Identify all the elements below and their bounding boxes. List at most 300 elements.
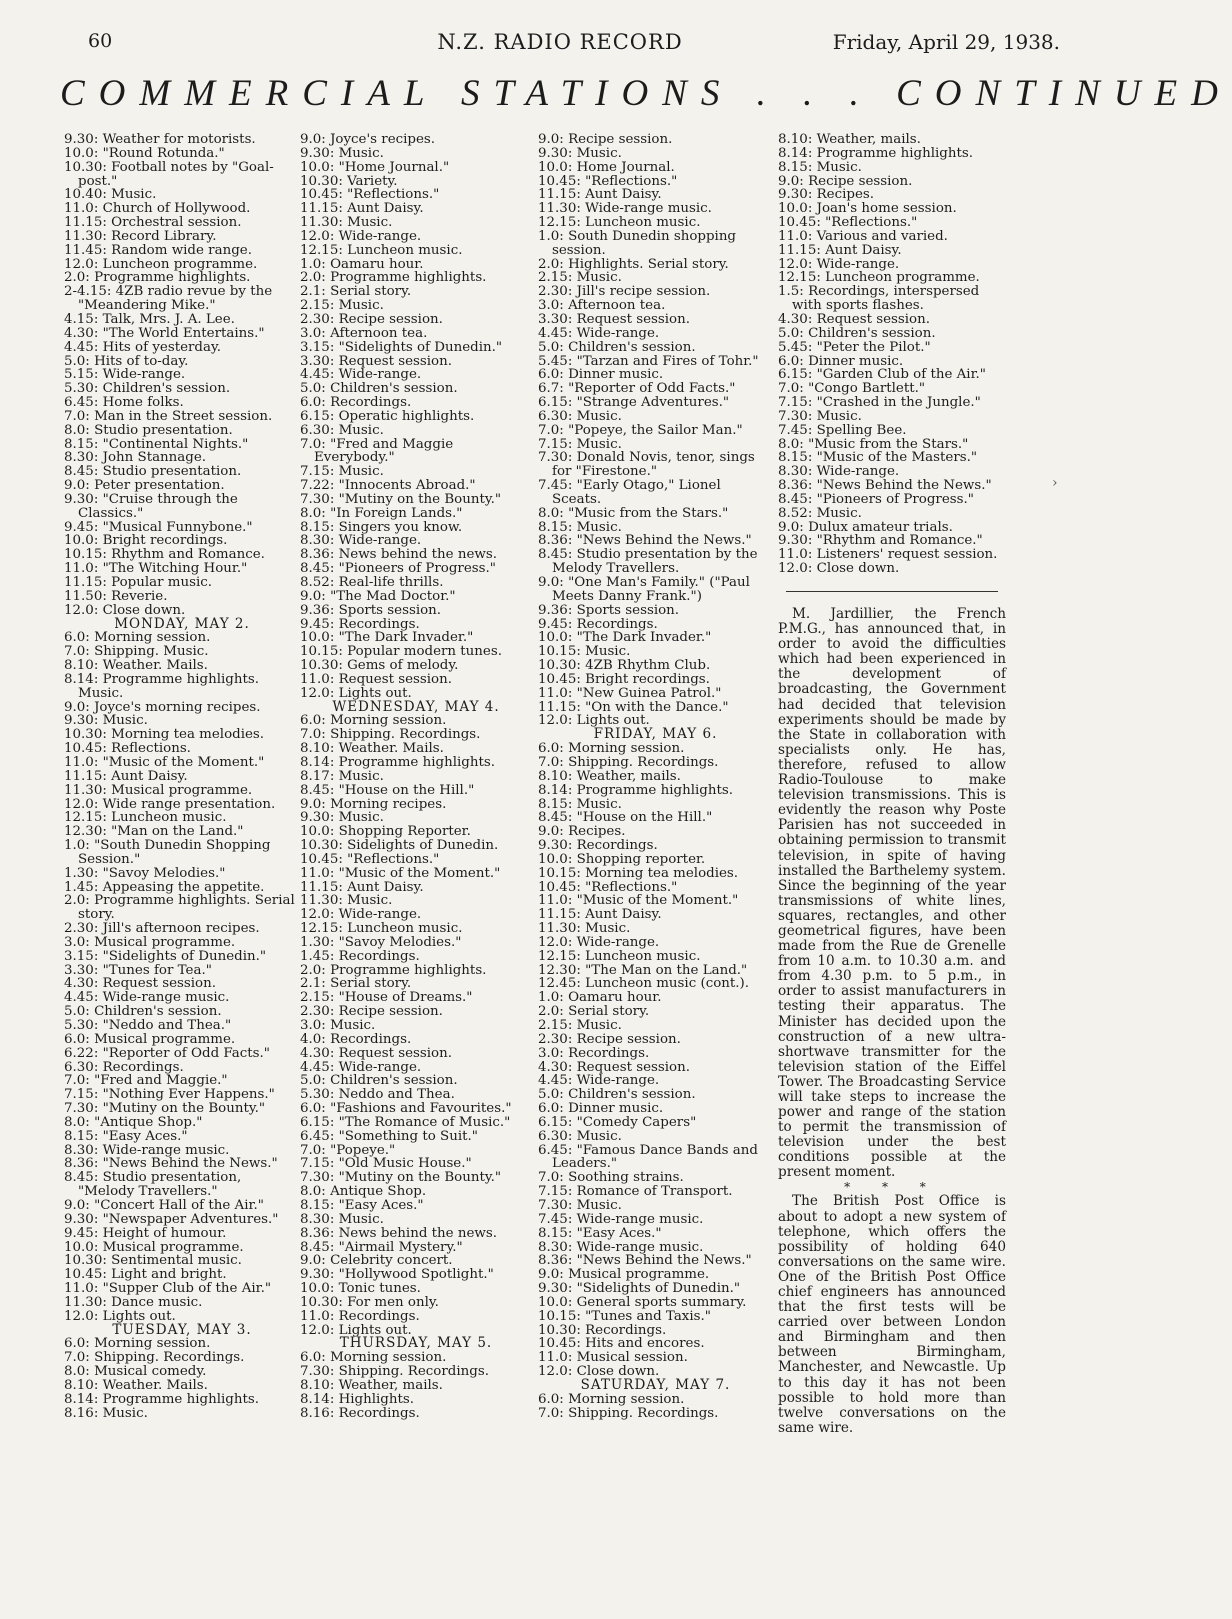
schedule-item: 5.30: "Neddo and Thea." [64,1018,232,1033]
schedule-item: 6.30: Music. [300,422,384,438]
schedule-item: 10.0: Shopping reporter. [538,851,706,867]
schedule-item: 11.30: Music. [538,921,631,937]
schedule-item: 12.15: Luncheon programme. [778,270,980,286]
schedule-item: 9.30: "Hollywood Spotlight." [300,1267,494,1283]
schedule-item: 7.0: "Popeye." [300,1142,396,1158]
schedule-item: 9.30: Recipes. [778,187,874,203]
schedule-item: 5.15: Wide-range. [64,367,186,383]
schedule-item: 7.0: Man in the Street session. [64,408,273,424]
schedule-item: 4.30: Request session. [300,1045,452,1061]
schedule-item: 8.30: Music. [300,1211,384,1227]
schedule-item: 9.0: Dulux amateur trials. [778,519,953,535]
schedule-item: 1.0: South Dunedin shopping session. [538,228,737,258]
schedule-item: 8.10: Weather. Mails. [64,1377,208,1393]
schedule-item: 8.14: Programme highlights. [300,754,495,770]
section-banner: COMMERCIAL STATIONS . . . CONTINUED [60,73,1232,114]
schedule-item: 1.45: Appeasing the appetite. [64,879,265,895]
day-heading: WEDNESDAY, MAY 4. [332,698,500,715]
schedule-item: 6.30: Music. [538,408,622,424]
schedule-item: 10.0: Bright recordings. [64,533,228,549]
schedule-item: 8.10: Weather, mails. [778,132,921,147]
schedule-item: 6.0: Morning session. [64,630,211,646]
schedule-item: 9.30: "Sidelights of Dunedin." [538,1281,741,1297]
schedule-item: 7.30: Music. [778,408,862,424]
schedule-item: 7.30: Music. [538,1197,622,1213]
schedule-item: 9.0: "The Mad Doctor." [300,588,456,604]
schedule-item: 7.30: Shipping. Recordings. [300,1364,489,1380]
schedule-item: 2.0: Programme highlights. Serial story. [64,893,295,923]
schedule-item: 7.30: "Mutiny on the Bounty." [300,491,502,507]
day-heading: THURSDAY, MAY 5. [339,1335,493,1352]
schedule-item: 8.15: "Easy Aces." [300,1197,424,1213]
schedule-item: 9.45: Recordings. [538,616,658,632]
schedule-item: 3.30: Request session. [538,311,690,327]
schedule-item: 3.0: Recordings. [538,1045,650,1061]
schedule-item: 12.0: Lights out. [64,1308,176,1324]
schedule-item: 11.30: Wide-range music. [538,201,712,217]
schedule-item: 10.45: Bright recordings. [538,671,710,687]
schedule-item: 11.0: "New Guinea Patrol." [538,685,722,701]
news-article: M. Jardillier, the French P.M.G., has announced that, in order to avoid the difficulties which had been experienced in the development of broadcasting, the Government had decided that television experiments should be made by the State in collaboration with specialists only. He has, therefore, refused to allow Radio-Toulouse to make television transmissions. This is evidently the reason why Poste Parisien has not succeeded in obtaining permission to transmit television, in spite of having installed the Barthelemy system. Since the beginning of the year transmissions of white lines, squares, rectangles, and other geometrical figures, have been made from the Rue de Grenelle from 10 a.m. to 10.30 a.m. and from 4.30 p.m. to 5 p.m., in order to assist manufacturers in testing their apparatus. The Minister has decided upon the construction of a new ultra-shortwave transmitter for the television station of the Eiffel Tower. The Broadcasting Service will take steps to increase the power and range of the station to permit the transmission of television under the best conditions possible at the present moment. [778,606,1006,1181]
schedule-item: 8.0: "Antique Shop." [64,1114,203,1130]
schedule-item: 3.15: "Sidelights of Dunedin." [64,948,267,964]
schedule-item: 8.0: Antique Shop. [300,1184,427,1200]
schedule-item: 6.15: "Garden Club of the Air." [778,367,986,383]
schedule-item: 12.30: "Man on the Land." [64,824,244,840]
schedule-item: 12.0: Close down. [64,602,186,618]
schedule-item: 10.30: Football notes by "Goal-post." [64,159,274,189]
schedule-item: 9.0: Morning recipes. [300,796,447,812]
schedule-item: 6.0: Morning session. [300,1350,447,1366]
schedule-item: 8.0: "In Foreign Lands." [300,505,463,521]
schedule-item: 6.0: Musical programme. [64,1031,236,1047]
schedule-item: 12.0: Wide-range. [300,228,422,244]
schedule-item: 10.30: For men only. [300,1294,439,1310]
schedule-item: 8.45: "Pioneers of Progress." [300,561,496,577]
schedule-item: 10.15: Morning tea melodies. [538,865,739,881]
schedule-item: 6.15: "Strange Adventures." [538,395,730,411]
schedule-item: 5.0: Children's session. [64,1004,222,1020]
schedule-item: 7.15: Music. [538,436,622,452]
column-3 [538,133,773,1420]
schedule-item: 6.0: Dinner music. [538,367,664,383]
schedule-item: 8.36: News behind the news. [300,1225,497,1241]
schedule-item: 10.45: "Reflections." [538,879,678,895]
schedule-item: 8.30: Wide-range. [300,533,422,549]
schedule-item: 8.45: "Pioneers of Progress." [778,491,974,507]
schedule-item: 7.45: Wide-range music. [538,1211,704,1227]
schedule-item: 9.30: "Cruise through the Classics." [64,491,238,521]
schedule-item: 8.45: Studio presentation by the Melody Travellers. [538,547,758,577]
schedule-item: 10.15: Popular modern tunes. [300,644,502,660]
schedule-item: 9.30: Music. [300,810,384,826]
schedule-item: 7.0: Shipping. Music. [64,644,209,660]
schedule-item: 6.0: Dinner music. [538,1101,664,1117]
schedule-item: 12.0: Lights out. [300,685,412,701]
schedule-item: 4.30: Request session. [64,976,216,992]
schedule-item: 5.0: Children's session. [300,381,458,397]
schedule-item: 9.0: "Concert Hall of the Air." [64,1197,264,1213]
masthead-title: N.Z. RADIO RECORD [437,30,683,54]
schedule-item: 12.0: Close down. [778,561,900,577]
schedule-item: 6.0: Morning session. [538,741,685,757]
schedule-item: 8.15: Music. [538,519,622,535]
schedule-item: 10.45: Hits and encores. [538,1336,705,1352]
schedule-item: 8.15: Singers you know. [300,519,463,535]
schedule-item: 9.0: Recipe session. [778,173,913,189]
schedule-item: 6.0: Morning session. [64,1336,211,1352]
schedule-item: 12.45: Luncheon music (cont.). [538,976,749,992]
schedule-item: 11.15: Aunt Daisy. [778,242,902,258]
schedule-item: 10.15: Music. [538,644,631,660]
schedule-item: 10.30: Morning tea melodies. [64,727,265,743]
schedule-item: 7.22: "Innocents Abroad." [300,478,476,494]
schedule-item: 11.30: Music. [300,215,393,231]
schedule-item: 8.15: "Easy Aces." [64,1128,188,1144]
schedule-item: 1.0: "South Dunedin Shopping Session." [64,838,271,867]
schedule-item: 9.30: Music. [538,145,622,161]
schedule-item: 1.45: Recordings. [300,948,420,964]
schedule-item: 7.45: "Early Otago," Lionel Sceats. [538,478,721,507]
schedule-item: 11.15: Aunt Daisy. [300,879,424,895]
schedule-item: 9.30: "Rhythm and Romance." [778,533,983,549]
column-1 [64,133,300,1420]
schedule-item: 5.30: Children's session. [64,381,231,397]
schedule-item: 9.45: Recordings. [300,616,420,632]
schedule-item: 10.15: Rhythm and Romance. [64,547,265,563]
schedule-item: 6.0: Dinner music. [778,353,904,369]
schedule-item: 7.0: "Congo Bartlett." [778,381,926,397]
schedule-item: 2.15: Music. [300,298,384,314]
schedule-item: 8.36: "News Behind the News." [538,1253,752,1269]
schedule-item: 7.30: "Mutiny on the Bounty." [64,1101,266,1117]
schedule-item: 4.0: Recordings. [300,1031,412,1047]
schedule-item: 6.0: Morning session. [538,1391,685,1407]
schedule-item: 8.0: "Music from the Stars." [538,505,729,521]
schedule-item: 8.16: Recordings. [300,1405,420,1421]
schedule-item: 2.0: Programme highlights. [300,270,487,286]
schedule-item: 3.15: "Sidelights of Dunedin." [300,339,503,355]
schedule-item: 3.0: Afternoon tea. [538,298,666,314]
schedule-item: 5.0: Hits of to-day. [64,353,189,369]
schedule-item: 2.1: Serial story. [300,284,412,300]
schedule-item: 9.0: Joyce's recipes. [300,132,436,147]
schedule-item: 8.15: "Easy Aces." [538,1225,662,1241]
schedule-item: 2.15: Music. [538,270,622,286]
schedule-item: 6.0: Recordings. [300,395,412,411]
schedule-item: 6.7: "Reporter of Odd Facts." [538,381,736,397]
schedule-item: 5.45: "Peter the Pilot." [778,339,931,355]
day-heading: TUESDAY, MAY 3. [112,1321,252,1338]
schedule-item: 11.0: "The Witching Hour." [64,561,248,577]
schedule-item: 1.0: Oamaru hour. [538,990,662,1006]
schedule-item: 8.45: "House on the Hill." [538,810,713,826]
schedule-item: 6.15: "Comedy Capers" [538,1114,697,1130]
schedule-item: 11.30: Dance music. [64,1294,203,1310]
schedule-item: 10.0: General sports summary. [538,1294,747,1310]
schedule-item: 11.30: Musical programme. [64,782,253,798]
column-rule [786,591,998,592]
schedule-item: 2.30: Jill's afternoon recipes. [64,921,260,937]
schedule-item: 8.45: "Airmail Mystery." [300,1239,463,1255]
schedule-item: 8.15: Music. [778,159,862,175]
schedule-item: 10.45: "Reflections." [300,851,440,867]
schedule-item: 4.45: Wide-range. [300,1059,422,1075]
schedule-item: 2.30: Recipe session. [300,311,443,327]
schedule-item: 8.30: Wide-range. [778,464,900,480]
schedule-item: 11.0: Listeners' request session. [778,547,998,563]
schedule-item: 11.30: Record Library. [64,228,217,244]
schedule-item: 9.45: "Musical Funnybone." [64,519,253,535]
schedule-item: 8.14: Programme highlights. [778,145,973,161]
schedule-item: 2.0: Programme highlights. [300,962,487,978]
schedule-item: 2.30: Recipe session. [300,1004,443,1020]
schedule-item: 2-4.15: 4ZB radio revue by the "Meandering Mike." [64,284,273,314]
schedule-item: 4.15: Talk, Mrs. J. A. Lee. [64,311,235,327]
schedule-item: 4.45: Wide-range music. [64,990,230,1006]
schedule-item: 12.15: Luncheon music. [538,215,701,231]
schedule-item: 12.15: Luncheon music. [300,921,463,937]
schedule-item: 1.30: "Savoy Melodies." [64,865,226,881]
schedule-item: 8.14: Programme highlights. [538,782,733,798]
schedule-item: 8.15: Music. [538,796,622,812]
schedule-item: 8.15: "Music of the Masters." [778,450,978,466]
schedule-item: 7.0: Shipping. Recordings. [538,754,719,770]
schedule-item: 3.0: Musical programme. [64,934,236,950]
schedule-item: 8.14: Highlights. [300,1391,415,1407]
schedule-item: 8.10: Weather, mails. [538,768,681,784]
schedule-item: 7.15: "Crashed in the Jungle." [778,395,981,411]
schedule-item: 12.0: Close down. [538,1364,660,1380]
schedule-item: 4.45: Hits of yesterday. [64,339,221,355]
schedule-item: 9.0: Peter presentation. [64,478,225,494]
schedule-item: 8.36: News behind the news. [300,547,497,563]
schedule-item: 8.0: Studio presentation. [64,422,233,438]
schedule-item: 8.15: "Continental Nights." [64,436,249,452]
schedule-item: 4.45: Wide-range. [538,325,660,341]
schedule-item: 2.0: Programme highlights. [64,270,251,286]
schedule-item: 11.15: Aunt Daisy. [64,768,188,784]
schedule-item: 3.0: Afternoon tea. [300,325,428,341]
schedule-item: 11.15: Aunt Daisy. [300,201,424,217]
schedule-item: 11.15: "On with the Dance." [538,699,729,715]
schedule-item: 10.30: Recordings. [538,1322,667,1338]
schedule-item: 2.15: Music. [538,1018,622,1033]
schedule-item: 7.0: "Fred and Maggie Everybody." [300,436,454,466]
schedule-item: 5.0: Children's session. [538,1087,696,1103]
schedule-item: 8.36: "News Behind the News." [778,478,992,494]
schedule-item: 8.30: Wide-range music. [64,1142,230,1158]
schedule-item: 11.0: Church of Hollywood. [64,201,251,217]
schedule-item: 5.45: "Tarzan and Fires of Tohr." [538,353,759,369]
schedule-item: 9.30: Weather for motorists. [64,132,256,147]
day-heading: SATURDAY, MAY 7. [580,1376,731,1393]
separator-stars: * * * [844,1179,940,1194]
schedule-item: 7.0: "Popeye, the Sailor Man." [538,422,743,438]
schedule-item: 8.45: "House on the Hill." [300,782,475,798]
schedule-item: 9.30: Music. [64,713,148,729]
schedule-item: 12.15: Luncheon music. [538,948,701,964]
schedule-item: 11.0: "Music of the Moment." [538,893,739,909]
schedule-item: 12.0: Wide-range. [538,934,660,950]
schedule-item: 3.30: "Tunes for Tea." [64,962,212,978]
schedule-item: 11.0: Various and varied. [778,228,948,244]
schedule-item: 10.45: "Reflections." [538,173,678,189]
schedule-item: 10.0: Home Journal. [538,159,675,175]
schedule-item: 2.30: Jill's recipe session. [538,284,711,300]
schedule-item: 6.45: Home folks. [64,395,184,411]
schedule-item: 4.30: "The World Entertains." [64,325,265,341]
schedule-item: 8.30: John Stannage. [64,450,207,466]
schedule-item: 11.0: "Music of the Moment." [300,865,501,881]
schedule-item: 10.0: "Round Rotunda." [64,145,225,161]
schedule-item: 4.45: Wide-range. [538,1073,660,1089]
column-4 [778,133,1006,1436]
schedule-item: 7.0: Shipping. Recordings. [64,1350,245,1366]
schedule-item: 10.15: "Tunes and Taxis." [538,1308,711,1324]
schedule-item: 8.0: Musical comedy. [64,1364,207,1380]
schedule-item: 5.0: Children's session. [538,339,696,355]
schedule-item: 10.30: Sidelights of Dunedin. [300,838,499,854]
schedule-item: 9.30: Music. [300,145,384,161]
schedule-item: 12.15: Luncheon music. [64,810,227,826]
schedule-item: 2.0: Serial story. [538,1004,650,1020]
schedule-item: 1.30: "Savoy Melodies." [300,934,462,950]
schedule-item: 11.0: Request session. [300,671,452,687]
schedule-item: 9.36: Sports session. [300,602,442,618]
schedule-item: 7.0: Shipping. Recordings. [538,1405,719,1421]
schedule-item: 10.0: "The Dark Invader." [300,630,474,646]
schedule-item: 9.0: Recipe session. [538,132,673,147]
schedule-item: 7.0: "Fred and Maggie." [64,1073,228,1089]
schedule-item: 2.15: "House of Dreams." [300,990,473,1006]
schedule-item: 8.36: "News Behind the News." [64,1156,278,1172]
issue-date: Friday, April 29, 1938. [832,30,1060,54]
schedule-item: 10.45: Light and bright. [64,1267,227,1283]
schedule-item: 2.30: Recipe session. [538,1031,681,1047]
schedule-item: 7.30: Donald Novis, tenor, sings for "Firestone." [538,450,755,480]
schedule-item: 10.0: "The Dark Invader." [538,630,712,646]
schedule-item: 6.0: Morning session. [300,713,447,729]
schedule-item: 5.30: Neddo and Thea. [300,1087,455,1103]
schedule-item: 8.17: Music. [300,768,384,784]
page-number: 60 [88,30,113,52]
schedule-item: 7.0: Soothing strains. [538,1170,684,1186]
schedule-item: 6.15: "The Romance of Music." [300,1114,511,1130]
news-article: The British Post Office is about to adopt a new system of telephone, which offers the possibility of holding 640 conversations on the same wire. One of the British Post Office chief engineers has announced that the first tests will be carried over between London and Birmingham and then between Birmingham, Manchester, and Newcastle. Up to this day it has not been possible to hold more than twelve conversations on the same wire. [778,1193,1006,1436]
schedule-item: 6.15: Operatic highlights. [300,408,475,424]
schedule-item: 7.30: "Mutiny on the Bounty." [300,1170,502,1186]
schedule-item: 9.36: Sports session. [538,602,680,618]
schedule-item: 10.45: "Reflections." [300,187,440,203]
schedule-item: 6.45: "Something to Suit." [300,1128,478,1144]
schedule-item: 4.30: Request session. [778,311,930,327]
schedule-item: 8.52: Music. [778,505,862,521]
schedule-item: 7.15: "Old Music House." [300,1156,472,1172]
schedule-item: 6.30: Music. [538,1128,622,1144]
schedule-item: 7.15: Music. [300,464,384,480]
schedule-item: 7.15: Romance of Transport. [538,1184,733,1200]
schedule-item: 10.40: Music. [64,187,157,203]
schedule-item: 11.0: Recordings. [300,1308,420,1324]
day-heading: FRIDAY, MAY 6. [593,726,718,743]
column-2 [300,133,532,1420]
day-heading: MONDAY, MAY 2. [114,615,250,632]
schedule-item: 6.22: "Reporter of Odd Facts." [64,1045,270,1061]
schedule-item: 2.0: Highlights. Serial story. [538,256,729,272]
schedule-item: 8.0: "Music from the Stars." [778,436,969,452]
schedule-item: 8.45: Studio presentation, "Melody Travellers." [64,1170,242,1200]
schedule-item: 9.45: Height of humour. [64,1225,227,1241]
schedule-item: 5.0: Children's session. [778,325,936,341]
schedule-item: 5.0: Children's session. [300,1073,458,1089]
schedule-item: 10.0: Shopping Reporter. [300,824,471,840]
schedule-item: 9.0: "One Man's Family." ("Paul Meets Danny Frank.") [538,575,750,604]
schedule-item: 1.5: Recordings, interspersed with sports flashes. [778,284,980,314]
schedule-item: 9.0: Recipes. [538,824,626,840]
schedule-item: 10.0: Joan's home session. [778,201,957,217]
schedule-item: 12.0: Lights out. [538,713,650,729]
schedule-item: 9.0: Celebrity concert. [300,1253,453,1269]
schedule-item: 10.30: Variety. [300,173,398,189]
schedule-item: 7.0: Shipping. Recordings. [300,727,481,743]
schedule-item: 8.36: "News Behind the News." [538,533,752,549]
schedule-item: 8.10: Weather. Mails. [300,741,444,757]
schedule-item: 8.14: Programme highlights. Music. [64,671,259,701]
schedule-item: 6.0: "Fashions and Favourites." [300,1101,512,1117]
schedule-item: 12.0: Luncheon programme. [64,256,258,272]
schedule-item: 8.10: Weather. Mails. [64,658,208,674]
schedule-item: 10.45: Reflections. [64,741,191,757]
schedule-item: 11.15: Popular music. [64,575,212,590]
schedule-item: 4.30: Request session. [538,1059,690,1075]
schedule-item: 3.30: Request session. [300,353,452,369]
schedule-item: 12.0: Lights out. [300,1322,412,1338]
schedule-item: 11.0: "Supper Club of the Air." [64,1281,272,1297]
schedule-item: 11.15: Orchestral session. [64,215,242,231]
schedule-item: 4.45: Wide-range. [300,367,422,383]
schedule-item: 9.0: Joyce's morning recipes. [64,699,261,715]
schedule-item: 10.0: "Home Journal." [300,159,450,175]
schedule-item: 8.52: Real-life thrills. [300,575,444,590]
schedule-item: 6.30: Recordings. [64,1059,184,1075]
page-header [60,30,1060,56]
schedule-item: 10.30: Sentimental music. [64,1253,242,1269]
schedule-item: 11.0: Musical session. [538,1350,688,1366]
schedule-item: 12.15: Luncheon music. [300,242,463,258]
schedule-item: 8.16: Music. [64,1405,148,1421]
schedule-item: 10.45: "Reflections." [778,215,918,231]
schedule-item: 12.30: "The Man on the Land." [538,962,748,978]
schedule-item: 1.0: Oamaru hour. [300,256,424,272]
schedule-item: 10.30: Gems of melody. [300,658,459,674]
schedule-item: 8.10: Weather, mails. [300,1377,443,1393]
schedule-item: 12.0: Wide-range. [300,907,422,923]
schedule-item: 12.0: Wide range presentation. [64,796,276,812]
schedule-item: 11.15: Aunt Daisy. [538,187,662,203]
schedule-item: 6.45: "Famous Dance Bands and Leaders." [538,1142,758,1172]
schedule-item: 11.50: Reverie. [64,588,168,604]
schedule-item: 9.30: "Newspaper Adventures." [64,1211,279,1227]
schedule-item: 12.0: Wide-range. [778,256,900,272]
schedule-item: 11.30: Music. [300,893,393,909]
schedule-item: 9.0: Musical programme. [538,1267,710,1283]
schedule-item: 7.45: Spelling Bee. [778,422,907,438]
margin-mark: › [1052,475,1058,491]
schedule-item: 2.1: Serial story. [300,976,412,992]
schedule-item: 8.14: Programme highlights. [64,1391,259,1407]
schedule-item: 8.45: Studio presentation. [64,464,242,480]
